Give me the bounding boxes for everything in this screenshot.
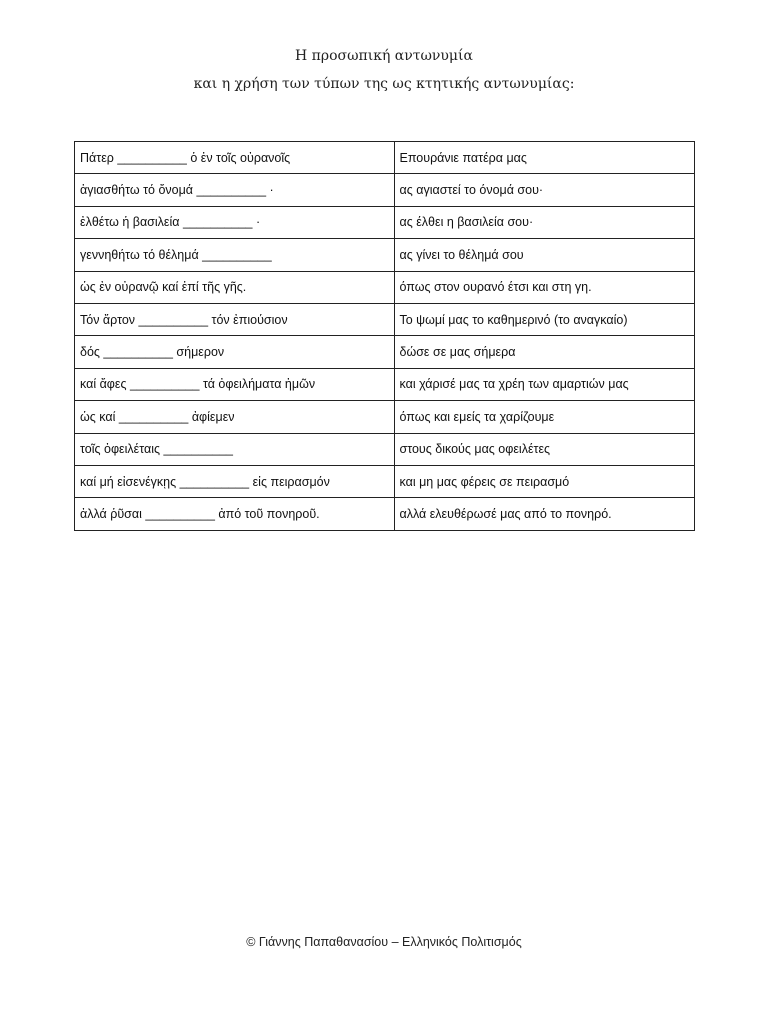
ancient-text-cell: ὡς ἐν οὐρανῷ καί ἐπί τῆς γῆς.	[75, 271, 395, 303]
title-line-1: Η προσωπική αντωνυμία	[295, 48, 473, 64]
ancient-text-cell: καί μή εἰσενέγκῃς __________ εἰς πειρασμόν	[75, 465, 395, 497]
ancient-text-cell: δός __________ σήμερον	[75, 336, 395, 368]
modern-text-cell: όπως στον ουρανό έτσι και στη γη.	[394, 271, 695, 303]
table-row	[75, 239, 695, 271]
ancient-text-cell: Τόν ἄρτον __________ τόν ἐπιούσιον	[75, 303, 395, 335]
modern-text-cell: και χάρισέ μας τα χρέη των αμαρτιών μας	[394, 368, 695, 400]
modern-text-cell: ας έλθει η βασιλεία σου·	[394, 206, 695, 238]
ancient-text-cell: ἁγιασθήτω τό ὄνομά __________ ·	[75, 174, 395, 206]
modern-text-cell: Επουράνιε πατέρα μας	[394, 142, 695, 174]
ancient-text-cell: καί ἄφες __________ τά ὀφειλήματα ἡμῶν	[75, 368, 395, 400]
copyright-footer: © Γιάννης Παπαθανασίου – Ελληνικός Πολιτισμός	[246, 935, 522, 949]
table-row	[75, 174, 695, 206]
ancient-text-cell: τοῖς ὀφειλέταις __________	[75, 433, 395, 465]
modern-text-cell: και μη μας φέρεις σε πειρασμό	[394, 465, 695, 497]
table-row	[75, 142, 695, 174]
exercise-table	[74, 141, 695, 531]
ancient-text-cell: ἀλλά ῥῦσαι __________ ἀπό τοῦ πονηροῦ.	[75, 498, 395, 530]
modern-text-cell: στους δικούς μας οφειλέτες	[394, 433, 695, 465]
title-line-2: και η χρήση των τύπων της ως κτητικής αντωνυμίας:	[193, 76, 575, 92]
ancient-text-cell: Πάτερ __________ ὁ ἐν τοῖς οὐρανοῖς	[75, 142, 395, 174]
ancient-text-cell: ὡς καί __________ ἀφίεμεν	[75, 401, 395, 433]
modern-text-cell: ας αγιαστεί το όνομά σου·	[394, 174, 695, 206]
modern-text-cell: αλλά ελευθέρωσέ μας από το πονηρό.	[394, 498, 695, 530]
table-row	[75, 368, 695, 400]
table-row	[75, 465, 695, 497]
table-row	[75, 303, 695, 335]
table-row	[75, 206, 695, 238]
table-row	[75, 271, 695, 303]
modern-text-cell: ας γίνει το θέλημά σου	[394, 239, 695, 271]
modern-text-cell: όπως και εμείς τα χαρίζουμε	[394, 401, 695, 433]
ancient-text-cell: γεννηθήτω τό θέλημά __________	[75, 239, 395, 271]
table-row	[75, 401, 695, 433]
document-title	[0, 42, 768, 98]
ancient-text-cell: ἐλθέτω ἡ βασιλεία __________ ·	[75, 206, 395, 238]
modern-text-cell: δώσε σε μας σήμερα	[394, 336, 695, 368]
table-row	[75, 336, 695, 368]
modern-text-cell: Το ψωμί μας το καθημερινό (το αναγκαίο)	[394, 303, 695, 335]
table-row	[75, 498, 695, 530]
table-row	[75, 433, 695, 465]
